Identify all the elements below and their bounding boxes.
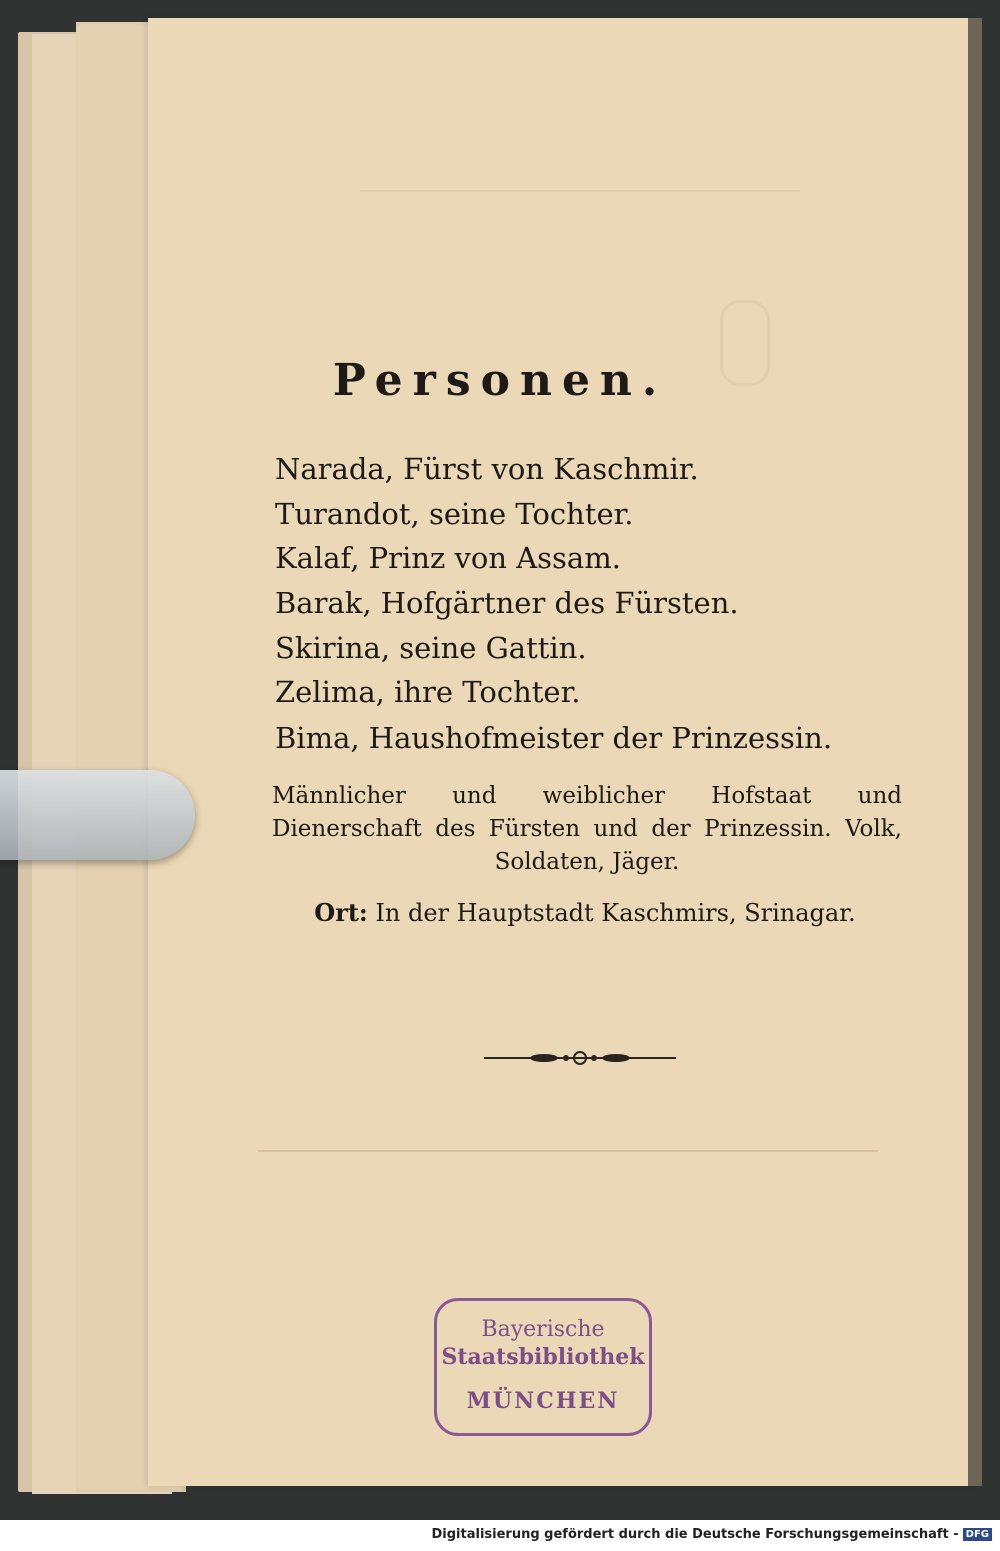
footer-text: Digitalisierung gefördert durch die Deutsche Forschungsgemeinschaft - <box>431 1527 959 1542</box>
dfg-logo-icon: DFG <box>963 1528 992 1541</box>
stamp-line-3: MÜNCHEN <box>466 1388 620 1414</box>
bleed-through-rule <box>258 1150 878 1152</box>
cast-item: Barak, Hofgärtner des Fürsten. <box>275 586 739 620</box>
cast-item: Skirina, seine Gattin. <box>275 631 587 665</box>
place-line <box>0 898 1000 927</box>
cast-item: Bima, Haushofmeister der Prinzessin. <box>275 721 833 755</box>
stamp-line-2: Staatsbibliothek <box>441 1344 645 1370</box>
cast-item: Zelima, ihre Tochter. <box>275 675 581 709</box>
page-title: Personen. <box>332 355 668 406</box>
page-holder-tab <box>0 770 195 860</box>
cast-item: Turandot, seine Tochter. <box>275 497 634 531</box>
cast-item: Narada, Fürst von Kaschmir. <box>275 452 699 486</box>
library-stamp <box>434 1298 652 1436</box>
footer-credit <box>432 1527 993 1542</box>
place-text: In der Hauptstadt Kaschmirs, Srinagar. <box>375 899 856 927</box>
page-edge-shadow <box>968 18 982 1486</box>
stamp-line-1: Bayerische <box>481 1317 605 1342</box>
ensemble-text: Männlicher und weiblicher Hofstaat und Dienerschaft des Fürsten und der Prinzessin. Volk, Soldaten, Jäger. <box>272 783 902 875</box>
bleed-through-line <box>360 160 800 192</box>
cast-item: Kalaf, Prinz von Assam. <box>275 541 621 575</box>
place-label: Ort: <box>314 898 368 927</box>
ornament-divider-icon <box>484 1048 676 1068</box>
